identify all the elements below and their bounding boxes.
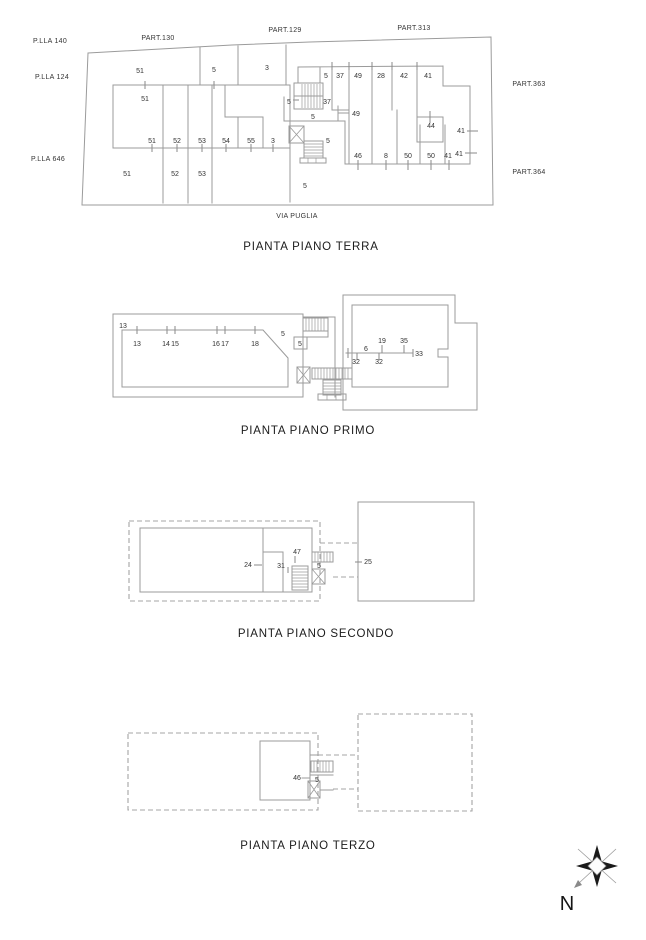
room-number-label: 32: [352, 359, 360, 366]
room-number-label: 49: [352, 111, 360, 118]
room-number-label: 28: [377, 73, 385, 80]
secondo-dashed-connectors: [320, 543, 358, 577]
room-number-label: 41: [455, 151, 463, 158]
room-number-label: 52: [173, 138, 181, 145]
stair-treads: [314, 761, 329, 772]
secondo-dashed-outline: [129, 521, 320, 601]
room-number-label: 25: [364, 559, 372, 566]
parcel-label: VIA PUGLIA: [276, 213, 318, 220]
primo-right-stair: [312, 368, 352, 400]
room-number-label: 5: [287, 99, 291, 106]
terra-interior-walls: [113, 45, 470, 203]
terra-stairwell: [294, 83, 323, 109]
stair-down-treads: [323, 383, 341, 392]
room-number-label: 5: [212, 67, 216, 74]
room-number-label: 16: [212, 341, 220, 348]
room-number-label: 24: [244, 562, 252, 569]
room-number-label: 5: [324, 73, 328, 80]
room-number-label: 49: [354, 73, 362, 80]
terzo-dashed-outline-right: [358, 714, 472, 811]
floor-plan-terzo: [128, 714, 472, 852]
plan-title-secondo: PIANTA PIANO SECONDO: [237, 628, 395, 640]
stair-enclosure: [304, 141, 323, 158]
primo-outer-boundary: [113, 314, 335, 397]
parcel-label: PART.130: [141, 35, 175, 42]
room-number-label: 32: [375, 359, 383, 366]
room-number-label: 41: [457, 128, 465, 135]
compass-rose: [560, 845, 618, 915]
room-number-label: 35: [400, 338, 408, 345]
elevator-x-mark: [312, 569, 325, 584]
elevator-x-mark: [289, 126, 304, 143]
stair-treads: [306, 318, 324, 331]
stair-treads: [292, 569, 308, 587]
stair-base-treads: [308, 158, 316, 163]
room-number-label: 47: [293, 549, 301, 556]
room-number-label: 5: [298, 341, 302, 348]
room-number-label: 50: [404, 153, 412, 160]
room-number-label: 52: [171, 171, 179, 178]
floor-plan-primo: [113, 295, 477, 437]
room-number-label: 5: [315, 777, 319, 784]
room-number-label: 54: [222, 138, 230, 145]
parcel-label: PART.363: [512, 81, 546, 88]
room-number-label: 5: [326, 138, 330, 145]
plan-title-terzo: PIANTA PIANO TERZO: [240, 840, 376, 852]
terzo-stair: [311, 761, 333, 772]
room-number-label: 51: [123, 171, 131, 178]
room-number-label: 5: [303, 183, 307, 190]
room-number-label: 53: [198, 171, 206, 178]
terra-lower-stair: [300, 141, 326, 163]
room-number-label: 51: [141, 96, 149, 103]
room-number-label: 41: [444, 153, 452, 160]
secondo-interior-walls: [263, 528, 283, 592]
terra-elevator: [289, 126, 304, 143]
parcel-label: P.LLA 140: [32, 38, 68, 45]
room-number-label: 15: [171, 341, 179, 348]
room-number-label: 44: [427, 123, 435, 130]
parcel-label: P.LLA 646: [30, 156, 66, 163]
room-number-label: 51: [136, 68, 144, 75]
primo-top-stair: [303, 318, 328, 337]
room-number-label: 41: [424, 73, 432, 80]
room-number-label: 3: [265, 65, 269, 72]
terzo-labels: [293, 775, 319, 784]
parcel-label: PART.129: [268, 27, 302, 34]
room-number-label: 8: [384, 153, 388, 160]
room-number-label: 31: [277, 563, 285, 570]
room-number-label: 13: [133, 341, 141, 348]
terra-labels: [31, 25, 546, 220]
room-number-label: 37: [336, 73, 344, 80]
room-number-label: 51: [148, 138, 156, 145]
north-label: N: [559, 893, 575, 915]
room-number-label: 46: [293, 775, 301, 782]
room-number-label: 37: [323, 99, 331, 106]
terzo-dashed-outline-left: [128, 733, 318, 810]
room-number-label: 33: [415, 351, 423, 358]
room-number-label: 53: [198, 138, 206, 145]
room-number-label: 13: [119, 323, 127, 330]
secondo-right-block: [358, 502, 474, 601]
room-number-label: 19: [378, 338, 386, 345]
room-number-label: 55: [247, 138, 255, 145]
room-number-label: 14: [162, 341, 170, 348]
plan-title-terra: PIANTA PIANO TERRA: [243, 241, 379, 253]
primo-labels: [119, 323, 423, 366]
terzo-main-block: [260, 741, 310, 800]
parcel-label: PART.313: [397, 25, 431, 32]
room-number-label: 5: [317, 563, 321, 570]
room-number-label: 50: [427, 153, 435, 160]
room-number-label: 42: [400, 73, 408, 80]
parcel-label: P.LLA 124: [34, 74, 70, 81]
room-number-label: 18: [251, 341, 259, 348]
room-number-label: 5: [311, 114, 315, 121]
parcel-label: PART.364: [512, 169, 546, 176]
room-number-label: 5: [281, 331, 285, 338]
floor-plan-terra: [31, 25, 546, 253]
stair-treads: [304, 144, 323, 156]
plan-title-primo: PIANTA PIANO PRIMO: [240, 425, 376, 437]
room-number-label: 17: [221, 341, 229, 348]
secondo-elevator: [312, 569, 325, 584]
stair-landing-treads: [315, 552, 330, 562]
stair-base: [300, 158, 326, 163]
room-number-label: 3: [271, 138, 275, 145]
stair-down-run: [323, 380, 341, 395]
room-number-label: 6: [364, 346, 368, 353]
room-number-label: 46: [354, 153, 362, 160]
floor-plan-secondo: [129, 502, 474, 640]
secondo-main-block: [140, 528, 312, 592]
